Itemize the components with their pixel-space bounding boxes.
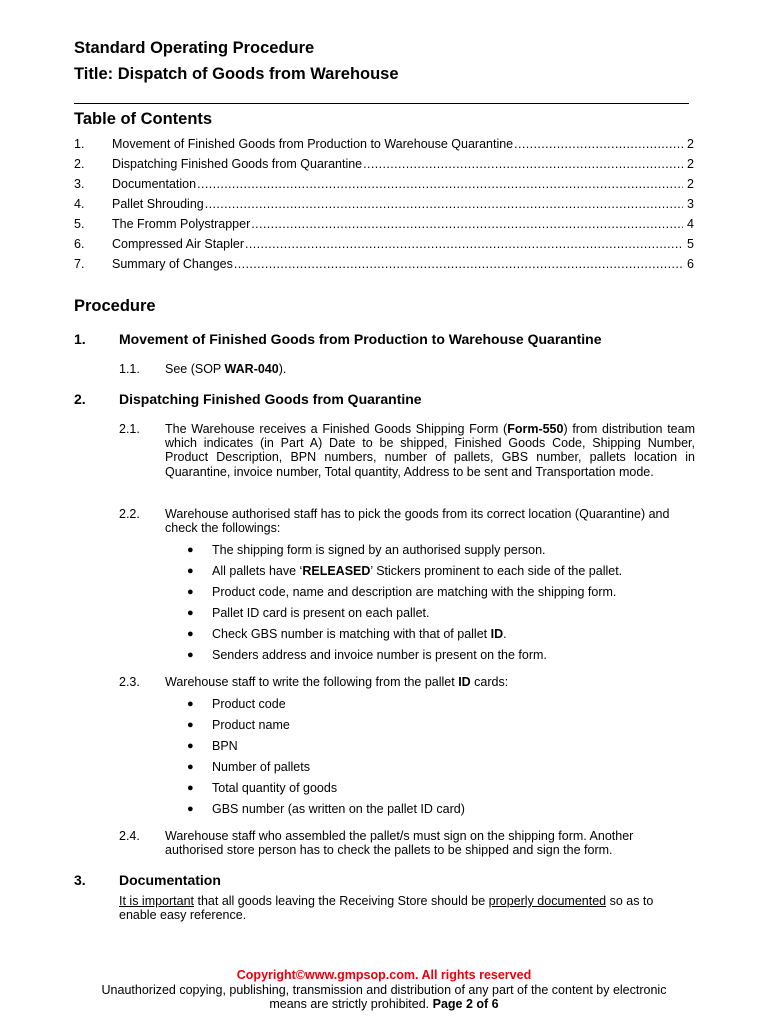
text-run: ). [278, 362, 287, 376]
list-item [165, 759, 465, 780]
list-item [165, 696, 465, 717]
bullet-icon: ● [187, 782, 194, 794]
section-number: 2. [74, 391, 86, 407]
subsection-number: 2.2. [119, 507, 140, 521]
subsection-2-4 [119, 829, 695, 857]
section-title: Movement of Finished Goods from Production to Warehouse Quarantine [119, 331, 602, 347]
list-item-text: Product code [212, 697, 286, 711]
section-title: Dispatching Finished Goods from Quarantine [119, 391, 422, 407]
bullet-icon: ● [187, 740, 194, 752]
toc-item-page: 2 [687, 137, 694, 151]
toc-item[interactable] [74, 236, 694, 256]
text-run: . [503, 627, 507, 641]
toc-item-page: 2 [687, 177, 694, 191]
documentation-text [119, 894, 679, 922]
toc-item-page: 5 [687, 237, 694, 251]
toc-item-number: 3. [74, 177, 85, 191]
bullet-icon: ● [187, 544, 194, 556]
subsection-number: 2.3. [119, 675, 140, 689]
toc-leader [514, 136, 683, 152]
toc-leader [245, 236, 683, 252]
text-run: Warehouse staff to write the following from the pallet [165, 675, 459, 689]
section-title: Documentation [119, 872, 221, 888]
text-run: ) from distribution team which indicates (in Part A) Date to be shipped, Finished Goods Code, Shipping Number, Product Description, BPN numbers, number of pallets, GBS number, pallets location in Quarantine, invoice number, Total quantity, Address to be sent and Transportation mode. [165, 422, 695, 479]
toc-item-title[interactable]: Movement of Finished Goods from Production to Warehouse Quarantine [112, 137, 514, 151]
list-item-text: BPN [212, 739, 238, 753]
list-item [165, 563, 622, 584]
list-item [165, 647, 622, 668]
bullet-icon: ● [187, 803, 194, 815]
text-run: All pallets have ‘ [212, 564, 303, 578]
toc-item[interactable] [74, 196, 694, 216]
toc-leader [363, 156, 683, 172]
page-number: Page 2 of 6 [432, 997, 499, 1011]
section-2-heading [74, 391, 422, 407]
list-item [165, 626, 622, 647]
bullet-icon: ● [187, 719, 194, 731]
list-item-text: Senders address and invoice number is present on the form. [212, 648, 547, 662]
bullet-icon: ● [187, 586, 194, 598]
subsection-number: 2.4. [119, 829, 140, 843]
toc-item[interactable] [74, 216, 694, 236]
toc-item-title[interactable]: Summary of Changes [112, 257, 233, 271]
list-item [165, 738, 465, 759]
toc-item[interactable] [74, 136, 694, 156]
bullet-icon: ● [187, 761, 194, 773]
toc-item[interactable] [74, 176, 694, 196]
document-type-heading: Standard Operating Procedure [74, 39, 315, 57]
subsection-number: 1.1. [119, 362, 140, 376]
subsection-1-1 [119, 362, 695, 376]
id-label: ID [490, 627, 504, 641]
pallet-fields-list [165, 696, 465, 822]
copying-notice-line-1: Unauthorized copying, publishing, transmission and distribution of any part of the content by electronic [101, 983, 667, 997]
list-item [165, 801, 465, 822]
toc-item-title[interactable]: The Fromm Polystrapper [112, 217, 251, 231]
list-item-text: Product code, name and description are matching with the shipping form. [212, 585, 617, 599]
subsection-number: 2.1. [119, 422, 140, 436]
underlined-text: properly documented [488, 894, 607, 908]
toc-leader [251, 216, 683, 232]
toc-item[interactable] [74, 156, 694, 176]
text-run: that all goods leaving the Receiving Store should be [194, 894, 489, 908]
toc-item-number: 6. [74, 237, 85, 251]
list-item [165, 780, 465, 801]
text-run: Check GBS number is matching with that of pallet [212, 627, 491, 641]
subsection-2-3 [119, 675, 695, 689]
toc-item-number: 4. [74, 197, 85, 211]
list-item-text: Pallet ID card is present on each pallet. [212, 606, 430, 620]
checklist [165, 542, 622, 668]
toc-item[interactable] [74, 256, 694, 276]
text-run: See (SOP [165, 362, 225, 376]
toc-item-page: 6 [687, 257, 694, 271]
toc-leader [205, 196, 683, 212]
subsection-2-2 [119, 507, 695, 535]
toc-item-page: 3 [687, 197, 694, 211]
toc-item-number: 5. [74, 217, 85, 231]
toc-item-title[interactable]: Compressed Air Stapler [112, 237, 245, 251]
copyright-notice: Copyright©www.gmpsop.com. All rights reserved [236, 968, 532, 982]
text-run: means are strictly prohibited. [269, 997, 433, 1011]
section-1-heading [74, 331, 602, 347]
subsection-text [165, 362, 695, 376]
id-label: ID [458, 675, 471, 689]
list-item [165, 717, 465, 738]
sop-reference: WAR-040 [224, 362, 279, 376]
subsection-text [165, 422, 695, 479]
text-run: so as to enable easy reference. [119, 894, 654, 922]
list-item [165, 584, 622, 605]
table-of-contents [74, 136, 694, 276]
form-reference: Form-550 [507, 422, 564, 436]
section-number: 1. [74, 331, 86, 347]
toc-item-title[interactable]: Documentation [112, 177, 197, 191]
subsection-text [165, 675, 695, 689]
text-run: The Warehouse receives a Finished Goods Shipping Form ( [165, 422, 508, 436]
list-item [165, 542, 622, 563]
section-3-heading [74, 872, 221, 888]
bullet-icon: ● [187, 649, 194, 661]
toc-item-number: 7. [74, 257, 85, 271]
document-title: Title: Dispatch of Goods from Warehouse [74, 65, 399, 83]
bullet-icon: ● [187, 698, 194, 710]
list-item-text: Number of pallets [212, 760, 310, 774]
list-item [165, 605, 622, 626]
list-item-text: The shipping form is signed by an authorised supply person. [212, 543, 546, 557]
underlined-text: It is important [119, 894, 195, 908]
copying-notice-line-2 [0, 997, 768, 1011]
toc-heading: Table of Contents [74, 110, 213, 128]
toc-item-page: 4 [687, 217, 694, 231]
text-run: ’ Stickers prominent to each side of the pallet. [370, 564, 623, 578]
text-run: cards: [470, 675, 509, 689]
toc-item-number: 1. [74, 137, 85, 151]
toc-item-title[interactable]: Pallet Shrouding [112, 197, 204, 211]
subsection-text: Warehouse authorised staff has to pick the goods from its correct location (Quarantine) and check the followings: [165, 507, 670, 536]
toc-leader [197, 176, 683, 192]
bullet-icon: ● [187, 607, 194, 619]
toc-item-title[interactable]: Dispatching Finished Goods from Quarantine [112, 157, 363, 171]
header-rule [74, 103, 689, 104]
section-number: 3. [74, 872, 86, 888]
released-label: RELEASED [302, 564, 371, 578]
toc-leader [234, 256, 683, 272]
list-item-text: Product name [212, 718, 290, 732]
toc-item-number: 2. [74, 157, 85, 171]
list-item-text: GBS number (as written on the pallet ID card) [212, 802, 465, 816]
bullet-icon: ● [187, 628, 194, 640]
toc-item-page: 2 [687, 157, 694, 171]
subsection-text: Warehouse staff who assembled the pallet/s must sign on the shipping form. Another authorised store person has to check the pallets to be shipped and sign the form. [165, 829, 634, 858]
bullet-icon: ● [187, 565, 194, 577]
list-item-text: Total quantity of goods [212, 781, 338, 795]
procedure-heading: Procedure [74, 297, 156, 315]
subsection-2-1 [119, 422, 695, 479]
